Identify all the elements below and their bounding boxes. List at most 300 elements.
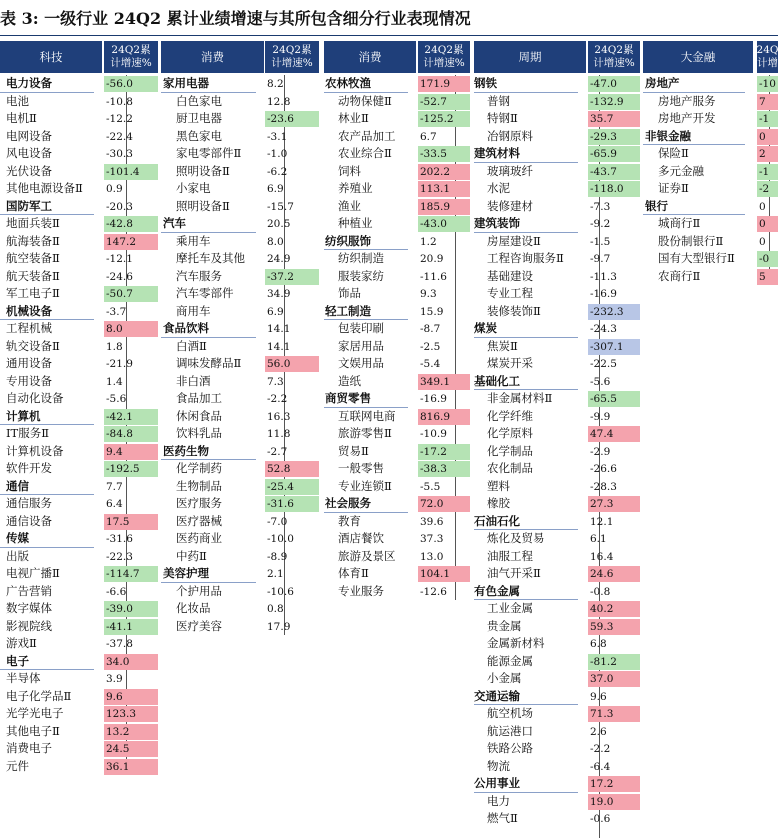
growth-value: 1.4	[106, 375, 123, 388]
growth-value: -3.1	[267, 130, 288, 143]
growth-value: 13.0	[420, 550, 444, 563]
growth-value: 19.0	[588, 794, 640, 810]
sub-industry-label: 养殖业	[338, 181, 373, 195]
growth-value: -28.3	[590, 480, 617, 493]
metric-header	[104, 41, 158, 73]
growth-value: 40.2	[588, 601, 640, 617]
growth-value: -20.3	[106, 200, 133, 213]
growth-value: -12.2	[106, 113, 133, 125]
sub-industry-label: 化学原料	[487, 426, 533, 440]
sub-industry-label: 家电零部件Ⅱ	[176, 146, 242, 160]
metric-header	[588, 41, 640, 73]
industry-label: 商贸零售	[325, 391, 371, 405]
sub-industry-label: 金属新材料	[487, 636, 545, 650]
sub-industry-label: 专用设备	[6, 373, 52, 388]
industry-label: 纺织服饰	[325, 233, 371, 248]
sub-industry-label: 农业综合Ⅱ	[338, 146, 392, 160]
growth-value: 3.9	[106, 673, 123, 685]
growth-value: 20.9	[420, 253, 444, 265]
industry-label: 有色金属	[474, 583, 520, 598]
growth-value: -125.2	[418, 111, 470, 127]
growth-value: -24.3	[590, 323, 617, 335]
metric-header-line2: 计增	[757, 57, 778, 69]
metric-header-line2: 计增速%	[271, 57, 313, 69]
metric-header-line1: 24Q2累	[594, 44, 634, 56]
title-rule	[0, 35, 778, 36]
sub-industry-label: 消费电子	[6, 741, 52, 755]
industry-label: 银行	[645, 198, 668, 213]
sub-industry-label: 化学纤维	[487, 408, 533, 423]
growth-value: 12.1	[590, 515, 614, 528]
growth-value: 2.6	[590, 725, 607, 738]
growth-value: -43.0	[418, 216, 470, 232]
growth-value: -118.0	[588, 181, 640, 197]
growth-value: 12.8	[267, 95, 291, 108]
industry-label: 非银金融	[645, 128, 691, 143]
growth-value: -24.6	[106, 270, 133, 283]
growth-value: 2.1	[267, 568, 284, 580]
industry-label: 汽车	[163, 216, 186, 230]
metric-header-line1: 24Q	[756, 44, 778, 56]
sub-industry-label: 医药商业	[176, 531, 222, 545]
growth-value: -8.9	[267, 550, 288, 563]
sub-industry-label: 家居用品	[338, 338, 384, 353]
sub-industry-label: 专业服务	[338, 583, 384, 598]
metric-header-line1: 24Q2累	[272, 44, 312, 56]
growth-value: -10.8	[106, 95, 133, 108]
sub-industry-label: 厨卫电器	[176, 111, 222, 125]
sub-industry-label: 元件	[6, 758, 29, 773]
growth-value: 16.4	[590, 550, 614, 563]
sub-industry-label: 装修装饰Ⅱ	[487, 303, 541, 318]
growth-value: -56.0	[104, 76, 158, 92]
growth-value: -47.0	[588, 76, 640, 92]
sub-industry-label: 一般零售	[338, 461, 384, 475]
growth-value: 8.0	[104, 321, 158, 337]
sub-industry-label: 生物制品	[176, 478, 222, 493]
sub-industry-label: 城商行Ⅱ	[658, 216, 701, 230]
growth-value: 17.5	[104, 514, 158, 530]
growth-value: 0	[757, 216, 778, 232]
industry-label: 电力设备	[6, 76, 52, 90]
industry-label: 建筑材料	[474, 146, 520, 160]
sub-industry-label: IT服务Ⅱ	[6, 426, 50, 440]
sub-industry-label: 调味发酵品Ⅱ	[176, 356, 242, 370]
growth-value: -192.5	[104, 461, 158, 477]
industry-label: 农林牧渔	[325, 76, 371, 90]
growth-value: -16.9	[420, 393, 447, 405]
sub-industry-label: 化妆品	[176, 601, 211, 615]
growth-value: -1.0	[267, 148, 288, 160]
sub-industry-label: 电力	[487, 793, 510, 808]
industry-label: 公用事业	[474, 776, 520, 790]
sub-industry-label: 小金属	[487, 671, 522, 685]
sub-industry-label: 化学制药	[176, 461, 222, 475]
sub-industry-label: 个护用品	[176, 583, 222, 598]
sub-industry-label: 通用设备	[6, 356, 52, 370]
growth-value: 202.2	[418, 164, 470, 180]
sub-industry-label: 汽车服务	[176, 268, 222, 283]
growth-value: -29.3	[588, 129, 640, 145]
growth-value: 104.1	[418, 566, 470, 582]
sub-industry-label: 非金属材料Ⅱ	[487, 391, 553, 405]
sub-industry-label: 地面兵装Ⅱ	[6, 216, 60, 230]
growth-value: -0.6	[590, 813, 611, 825]
growth-value: -12.6	[420, 585, 447, 598]
growth-value: 6.4	[106, 498, 123, 510]
growth-value: 72.0	[418, 496, 470, 512]
sub-industry-label: 工业金属	[487, 601, 533, 615]
sub-industry-label: 非白酒	[176, 373, 211, 388]
growth-value: -39.0	[104, 601, 158, 617]
growth-value: -6.2	[267, 165, 288, 178]
metric-header-line1: 24Q2累	[111, 44, 151, 56]
growth-value: -2.2	[590, 743, 611, 755]
sub-industry-label: 工程咨询服务Ⅱ	[487, 251, 564, 265]
growth-value: 816.9	[418, 409, 470, 425]
sub-industry-label: 风电设备	[6, 146, 52, 160]
growth-value: -8.7	[420, 323, 441, 335]
growth-value: -33.5	[418, 146, 470, 162]
sub-industry-label: 房屋建设Ⅱ	[487, 233, 541, 248]
growth-value: 9.6	[104, 689, 158, 705]
sub-industry-label: 互联网电商	[338, 408, 396, 423]
sub-industry-label: 造纸	[338, 373, 361, 388]
sub-industry-label: 轨交设备Ⅱ	[6, 338, 60, 353]
growth-value: 34.0	[104, 654, 158, 670]
industry-label: 机械设备	[6, 303, 52, 318]
metric-header-line2: 计增速%	[593, 57, 635, 69]
growth-value: -31.6	[106, 533, 133, 545]
growth-value: 17.2	[588, 776, 640, 792]
sub-industry-label: 军工电子Ⅱ	[6, 286, 60, 300]
growth-value: 56.0	[265, 356, 319, 372]
sub-industry-label: 广告营销	[6, 583, 52, 598]
growth-value: 47.4	[588, 426, 640, 442]
growth-value: -2	[757, 181, 778, 197]
sub-industry-label: 食品加工	[176, 391, 222, 405]
growth-value: -2.7	[267, 445, 288, 458]
sub-industry-label: 白酒Ⅱ	[176, 338, 207, 353]
industry-label: 食品饮料	[163, 321, 209, 335]
sub-industry-label: 物流	[487, 758, 510, 773]
growth-value: -1.5	[590, 235, 611, 248]
growth-value: 6.8	[590, 638, 607, 650]
growth-value: 9.4	[104, 444, 158, 460]
sub-industry-label: 摩托车及其他	[176, 251, 245, 265]
industry-label: 煤炭	[474, 321, 497, 335]
industry-label: 钢铁	[474, 76, 497, 90]
metric-header	[757, 41, 778, 73]
sub-industry-label: 医疗美容	[176, 618, 222, 633]
sub-industry-label: 房地产开发	[658, 111, 716, 125]
sub-industry-label: 文娱用品	[338, 356, 384, 370]
sub-industry-label: 玻璃玻纤	[487, 163, 533, 178]
growth-value: -12.1	[106, 253, 133, 265]
growth-value: -0	[757, 251, 778, 267]
metric-header-line2: 计增速%	[110, 57, 152, 69]
growth-value: 24.6	[588, 566, 640, 582]
growth-value: -5.6	[590, 375, 611, 388]
sub-industry-label: 保险Ⅱ	[658, 146, 689, 160]
growth-value: 24.5	[104, 741, 158, 757]
sub-industry-label: 小家电	[176, 181, 211, 195]
growth-value: -232.3	[588, 304, 640, 320]
growth-value: -10	[757, 76, 778, 92]
sub-industry-label: 医疗器械	[176, 513, 222, 528]
sub-industry-label: 光学光电子	[6, 706, 64, 720]
sub-industry-label: 能源金属	[487, 653, 533, 668]
growth-value: -307.1	[588, 339, 640, 355]
growth-value: -52.7	[418, 94, 470, 110]
growth-value: -101.4	[104, 164, 158, 180]
growth-value: 349.1	[418, 374, 470, 390]
growth-value: -42.1	[104, 409, 158, 425]
metric-header-line2: 计增速%	[423, 57, 465, 69]
growth-value: 15.9	[420, 305, 444, 318]
growth-value: -5.4	[420, 358, 441, 370]
metric-header-line1: 24Q2累	[424, 44, 464, 56]
growth-value: 8.0	[267, 235, 284, 248]
sub-industry-label: 航海装备Ⅱ	[6, 233, 60, 248]
growth-value: -2.2	[267, 393, 288, 405]
industry-label: 建筑装饰	[474, 216, 520, 230]
value-axis-line	[126, 75, 127, 775]
growth-value: -17.2	[418, 444, 470, 460]
sub-industry-label: 橡胶	[487, 496, 510, 510]
growth-value: 0.9	[106, 183, 123, 195]
growth-value: 6.7	[420, 130, 437, 143]
sub-industry-label: 照明设备Ⅱ	[176, 198, 230, 213]
growth-value: 35.7	[588, 111, 640, 127]
growth-value: 6.1	[590, 533, 607, 545]
sub-industry-label: 医疗服务	[176, 496, 222, 510]
sub-industry-label: 航空装备Ⅱ	[6, 251, 60, 265]
sub-industry-label: 自动化设备	[6, 391, 64, 405]
growth-value: -9.9	[590, 410, 611, 423]
growth-value: 7	[757, 94, 778, 110]
sub-industry-label: 其他电源设备Ⅱ	[6, 181, 83, 195]
sub-industry-label: 服装家纺	[338, 268, 384, 283]
sub-industry-label: 焦炭Ⅱ	[487, 338, 518, 353]
sub-industry-label: 计算机设备	[6, 443, 64, 458]
growth-value: 37.0	[588, 671, 640, 687]
sub-industry-label: 特钢Ⅱ	[487, 111, 518, 125]
sub-industry-label: 冶钢原料	[487, 128, 533, 143]
growth-value: 113.1	[418, 181, 470, 197]
industry-label: 美容护理	[163, 566, 209, 580]
growth-value: 37.3	[420, 533, 444, 545]
growth-value: 16.3	[267, 410, 291, 423]
sub-industry-label: 塑料	[487, 478, 510, 493]
growth-value: -11.6	[420, 270, 447, 283]
growth-value: -10.0	[267, 533, 294, 545]
growth-value: -9.7	[590, 253, 611, 265]
sub-industry-label: 装修建材	[487, 198, 533, 213]
growth-value: 2	[757, 146, 778, 162]
sub-industry-label: 房地产服务	[658, 93, 716, 108]
growth-value: -30.3	[106, 148, 133, 160]
growth-value: 5	[757, 269, 778, 285]
sub-industry-label: 渔业	[338, 198, 361, 213]
group-header: 消费	[161, 41, 264, 73]
sub-industry-label: 农化制品	[487, 461, 533, 475]
sub-industry-label: 影视院线	[6, 618, 52, 633]
group-header: 大金融	[643, 41, 753, 73]
growth-value: 13.2	[104, 724, 158, 740]
sub-industry-label: 国有大型银行Ⅱ	[658, 251, 735, 265]
sub-industry-label: 贵金属	[487, 618, 522, 633]
growth-value: -3.7	[106, 305, 127, 318]
sub-industry-label: 电机Ⅱ	[6, 111, 37, 125]
growth-value: 1.2	[420, 235, 437, 248]
sub-industry-label: 照明设备Ⅱ	[176, 163, 230, 178]
growth-value: -26.6	[590, 463, 617, 475]
growth-value: -22.3	[106, 550, 133, 563]
growth-value: -5.5	[420, 480, 441, 493]
growth-value: -23.6	[265, 111, 319, 127]
growth-value: 34.9	[267, 288, 291, 300]
growth-value: -10.9	[420, 428, 447, 440]
sub-industry-label: 专业连锁Ⅱ	[338, 478, 392, 493]
growth-value: -25.4	[265, 479, 319, 495]
sub-industry-label: 种植业	[338, 216, 373, 230]
growth-value: 20.5	[267, 218, 291, 230]
sub-industry-label: 汽车零部件	[176, 286, 234, 300]
group-header: 消费	[324, 41, 416, 73]
growth-value: 123.3	[104, 706, 158, 722]
growth-value: 14.1	[267, 323, 291, 335]
growth-value: 6.9	[267, 305, 284, 318]
growth-value: -43.7	[588, 164, 640, 180]
sub-industry-label: 股份制银行Ⅱ	[658, 233, 724, 248]
industry-label: 电子	[6, 653, 29, 668]
sub-industry-label: 纺织制造	[338, 251, 384, 265]
industry-label: 基础化工	[474, 373, 520, 388]
growth-value: 0	[757, 129, 778, 145]
growth-value: -84.8	[104, 426, 158, 442]
growth-value: -21.9	[106, 358, 133, 370]
growth-value: 59.3	[588, 619, 640, 635]
sub-industry-label: 电子化学品Ⅱ	[6, 688, 72, 703]
metric-header	[418, 41, 470, 73]
sub-industry-label: 饰品	[338, 286, 361, 300]
industry-label: 轻工制造	[325, 303, 371, 318]
sub-industry-label: 多元金融	[658, 163, 704, 178]
sub-industry-label: 电网设备	[6, 128, 52, 143]
growth-value: -1	[757, 164, 778, 180]
growth-value: -11.3	[590, 270, 617, 283]
growth-value: -2.9	[590, 445, 611, 458]
growth-value: 14.1	[267, 340, 291, 353]
growth-value: 6.9	[267, 183, 284, 195]
sub-industry-label: 饮料乳品	[176, 426, 222, 440]
growth-value: 185.9	[418, 199, 470, 215]
growth-value: -16.9	[590, 288, 617, 300]
sub-industry-label: 出版	[6, 548, 29, 563]
sub-industry-label: 煤炭开采	[487, 356, 533, 370]
growth-value: 171.9	[418, 76, 470, 92]
sub-industry-label: 数字媒体	[6, 601, 52, 615]
sub-industry-label: 中药Ⅱ	[176, 548, 207, 563]
sub-industry-label: 贸易Ⅱ	[338, 443, 369, 458]
growth-value: 11.8	[267, 428, 291, 440]
sub-industry-label: 林业Ⅱ	[338, 111, 369, 125]
sub-industry-label: 体育Ⅱ	[338, 566, 369, 580]
sub-industry-label: 电视广播Ⅱ	[6, 566, 60, 580]
growth-value: -42.8	[104, 216, 158, 232]
growth-value: 0.8	[267, 603, 284, 615]
growth-value: -65.9	[588, 146, 640, 162]
growth-value: -2.5	[420, 340, 441, 353]
sub-industry-label: 炼化及贸易	[487, 531, 545, 545]
sub-industry-label: 农产品加工	[338, 128, 396, 143]
sub-industry-label: 乘用车	[176, 233, 211, 248]
sub-industry-label: 油服工程	[487, 548, 533, 563]
sub-industry-label: 基础建设	[487, 268, 533, 283]
sub-industry-label: 普钢	[487, 93, 510, 108]
industry-label: 社会服务	[325, 496, 371, 510]
sub-industry-label: 专业工程	[487, 286, 533, 300]
growth-value: -0.8	[590, 585, 611, 598]
sub-industry-label: 教育	[338, 513, 361, 528]
industry-label: 通信	[6, 478, 29, 493]
growth-value: -50.7	[104, 286, 158, 302]
growth-value: 39.6	[420, 515, 444, 528]
sub-industry-label: 农商行Ⅱ	[658, 268, 701, 283]
growth-value: -37.8	[106, 638, 133, 650]
industry-label: 交通运输	[474, 688, 520, 703]
sub-industry-label: 旅游及景区	[338, 548, 396, 563]
industry-label: 国防军工	[6, 198, 52, 213]
sub-industry-label: 半导体	[6, 671, 41, 685]
sub-industry-label: 旅游零售Ⅱ	[338, 426, 392, 440]
growth-value: 1.8	[106, 340, 123, 353]
growth-value: -132.9	[588, 94, 640, 110]
growth-value: -37.2	[265, 269, 319, 285]
growth-value: 0	[759, 200, 766, 213]
table-title: 表 3: 一级行业 24Q2 累计业绩增速与其所包含细分行业表现情况	[0, 9, 471, 28]
growth-value: 9.3	[420, 288, 437, 300]
growth-value: -1	[757, 111, 778, 127]
sub-industry-label: 证券Ⅱ	[658, 181, 689, 195]
industry-label: 石油石化	[474, 513, 520, 528]
sub-industry-label: 白色家电	[176, 93, 222, 108]
sub-industry-label: 航天装备Ⅱ	[6, 268, 60, 283]
sub-industry-label: 游戏Ⅱ	[6, 636, 37, 650]
industry-label: 医药生物	[163, 443, 209, 458]
growth-value: 147.2	[104, 234, 158, 250]
sub-industry-label: 通信设备	[6, 513, 52, 528]
group-header: 科技	[0, 41, 102, 73]
industry-label: 传媒	[6, 531, 29, 545]
sub-industry-label: 航空机场	[487, 706, 533, 720]
sub-industry-label: 化学制品	[487, 443, 533, 458]
growth-value: 8.2	[267, 78, 284, 90]
growth-value: 36.1	[104, 759, 158, 775]
sub-industry-label: 其他电子Ⅱ	[6, 723, 60, 738]
sub-industry-label: 软件开发	[6, 461, 52, 475]
growth-value: -22.5	[590, 358, 617, 370]
growth-value: -5.6	[106, 393, 127, 405]
sub-industry-label: 水泥	[487, 181, 510, 195]
growth-value: -6.6	[106, 585, 127, 598]
sub-industry-label: 酒店餐饮	[338, 531, 384, 545]
sub-industry-label: 电池	[6, 93, 29, 108]
growth-value: 7.7	[106, 480, 123, 493]
growth-value: 24.9	[267, 253, 291, 265]
sub-industry-label: 航运港口	[487, 723, 533, 738]
